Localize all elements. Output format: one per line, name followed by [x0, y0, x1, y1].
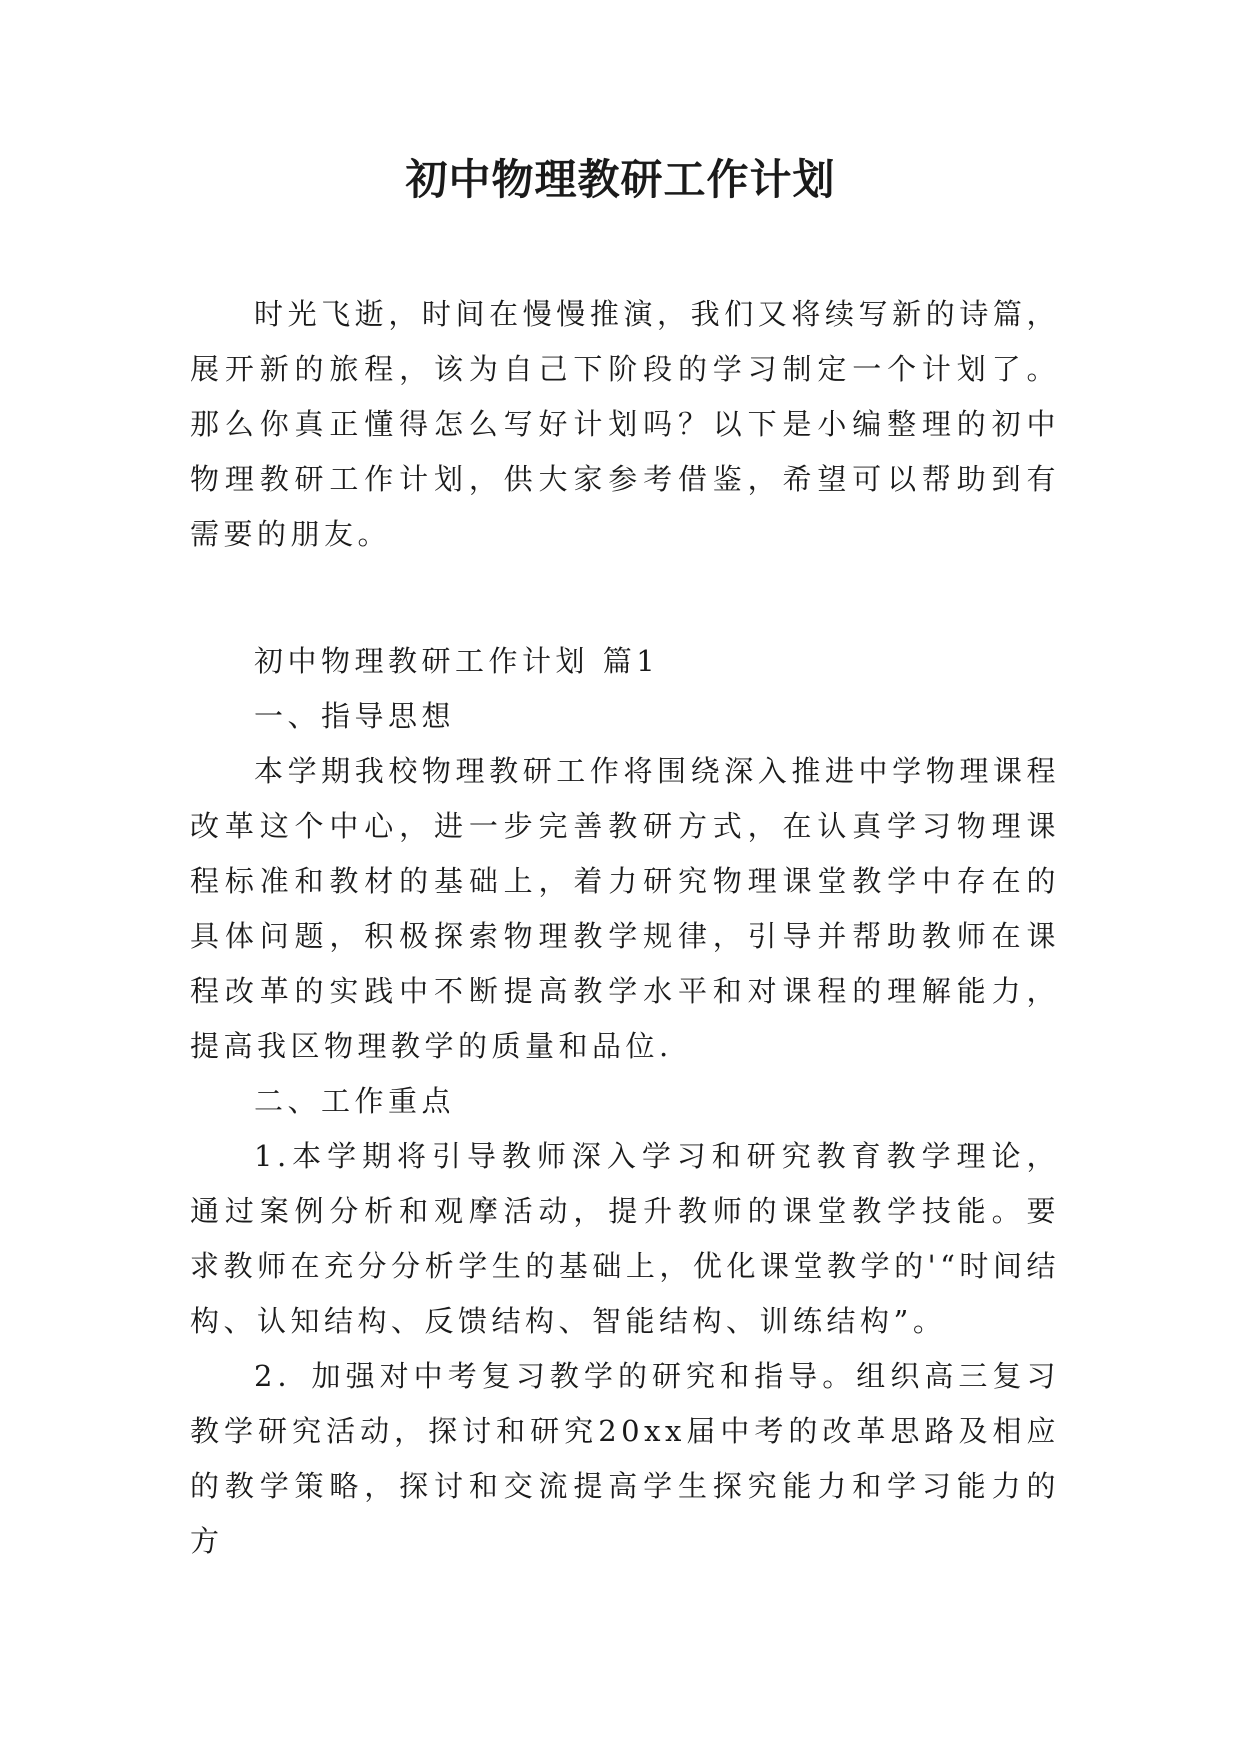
section-paragraph-guiding: 本学期我校物理教研工作将围绕深入推进中学物理课程改革这个中心，进一步完善教研方式，在认真学习物理课程标准和教材的基础上，着力研究物理课堂教学中存在的具体问题，积极探索物理教学规律，引导并帮助教师在课程改革的实践中不断提高教学水平和对课程的理解能力，提高我区物理教学的质量和品位.	[190, 754, 1060, 1063]
focus-item-2: 2．加强对中考复习教学的研究和指导。组织高三复习教学研究活动，探讨和研究20xx届中考的改革思路及相应的教学策略，探讨和交流提高学生探究能力和学习能力的方	[190, 1359, 1060, 1558]
article-body	[190, 634, 1060, 1569]
document-title: 初中物理教研工作计划	[405, 155, 836, 204]
article-heading: 初中物理教研工作计划 篇1	[254, 644, 660, 678]
focus-item-1: 1.本学期将引导教师深入学习和研究教育教学理论，通过案例分析和观摩活动，提升教师的课堂教学技能。要求教师在充分分析学生的基础上，优化课堂教学的'“时间结构、认知结构、反馈结构、智能结构、训练结构”。	[190, 1139, 1060, 1338]
intro-paragraph: 时光飞逝，时间在慢慢推演，我们又将续写新的诗篇，展开新的旅程，该为自己下阶段的学习制定一个计划了。那么你真正懂得怎么写好计划吗？以下是小编整理的初中物理教研工作计划，供大家参考借鉴，希望可以帮助到有需要的朋友。	[190, 297, 1060, 551]
section-heading-guiding: 一、指导思想	[254, 699, 456, 733]
intro-block	[190, 287, 1060, 562]
section-heading-focus: 二、工作重点	[254, 1084, 456, 1118]
